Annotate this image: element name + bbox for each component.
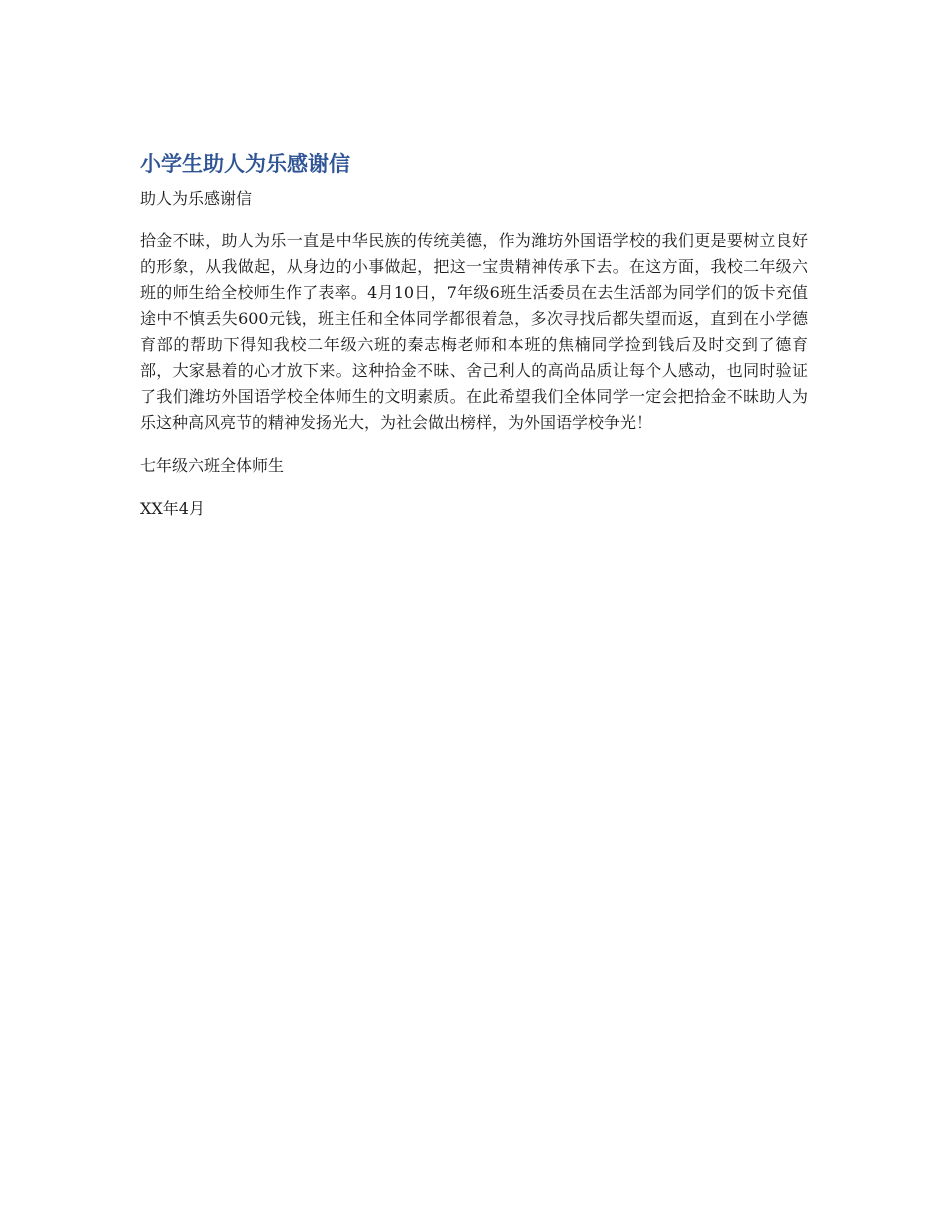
date-line: XX年4月 (140, 499, 205, 518)
body-paragraph: 拾金不昧，助人为乐一直是中华民族的传统美德，作为潍坊外国语学校的我们更是要树立良好的形象，从我做起，从身边的小事做起，把这一宝贵精神传承下去。在这方面，我校二年级六班的师生给全校师生作了表率。4月10日，7年级6班生活委员在去生活部为同学们的饭卡充值途中不慎丢失600元钱，班主任和全体同学都很着急，多次寻找后都失望而返，直到在小学德育部的帮助下得知我校二年级六班的秦志梅老师和本班的焦楠同学捡到钱后及时交到了德育部，大家悬着的心才放下来。这种拾金不昧、舍己利人的高尚品质让每个人感动，也同时验证了我们潍坊外国语学校全体师生的文明素质。在此希望我们全体同学一定会把拾金不昧助人为乐这种高风亮节的精神发扬光大，为社会做出榜样，为外国语学校争光！ (140, 231, 808, 432)
signature-line: 七年级六班全体师生 (140, 456, 285, 475)
document-page (140, 148, 808, 522)
document-subtitle: 助人为乐感谢信 (140, 189, 253, 208)
document-title: 小学生助人为乐感谢信 (140, 152, 350, 176)
